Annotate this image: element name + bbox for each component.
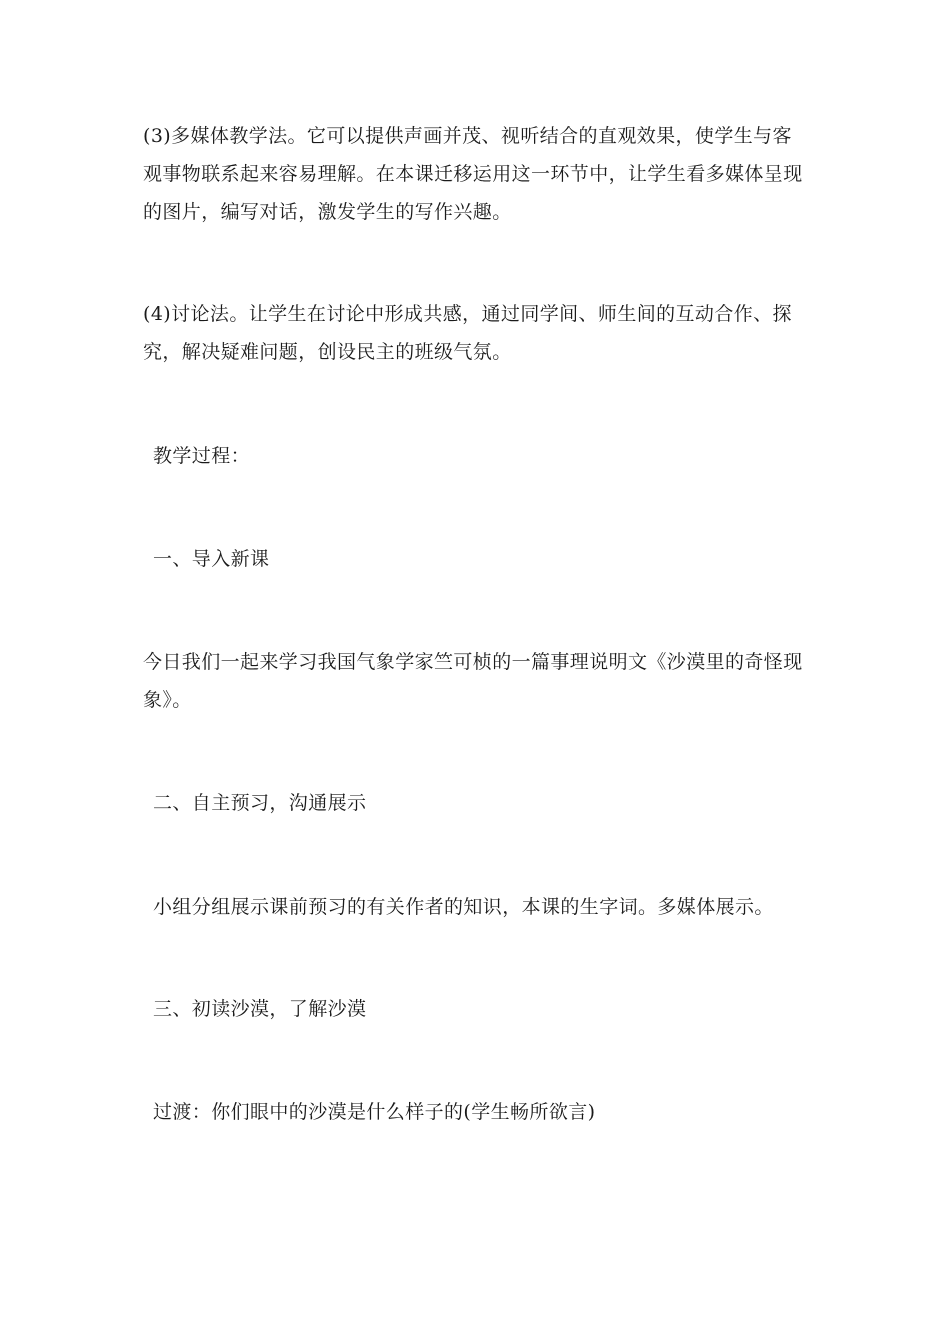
text-line: (3)多媒体教学法。它可以提供声画并茂、视听结合的直观效果，使学生与客 [143, 125, 792, 147]
text-line: 一、导入新课 [153, 548, 270, 570]
text-line: 二、自主预习，沟通展示 [153, 792, 367, 814]
text-line: 小组分组展示课前预习的有关作者的知识，本课的生字词。多媒体展示。 [153, 896, 774, 918]
text-line: 的图片，编写对话，激发学生的写作兴趣。 [143, 201, 512, 223]
section-1-heading [153, 540, 821, 578]
section-3-heading [153, 990, 821, 1028]
paragraph-discussion-method [143, 295, 811, 371]
text-line: 观事物联系起来容易理解。在本课迁移运用这一环节中，让学生看多媒体呈现 [143, 163, 803, 185]
text-line: 三、初读沙漠，了解沙漠 [153, 998, 367, 1020]
text-line: 究，解决疑难问题，创设民主的班级气氛。 [143, 341, 512, 363]
text-line: 过渡：你们眼中的沙漠是什么样子的(学生畅所欲言) [153, 1101, 596, 1123]
text-line: 象》。 [143, 689, 192, 711]
section-3-body [153, 1093, 821, 1131]
text-line: (4)讨论法。让学生在讨论中形成共感，通过同学间、师生间的互动合作、探 [143, 303, 792, 325]
section-2-body [153, 888, 821, 926]
heading-teaching-process [153, 437, 821, 475]
section-2-heading [153, 784, 821, 822]
text-line: 今日我们一起来学习我国气象学家竺可桢的一篇事理说明文《沙漠里的奇怪现 [143, 651, 803, 673]
text-line: 教学过程： [153, 445, 251, 467]
paragraph-multimedia-method [143, 117, 811, 231]
section-1-body [143, 643, 811, 719]
